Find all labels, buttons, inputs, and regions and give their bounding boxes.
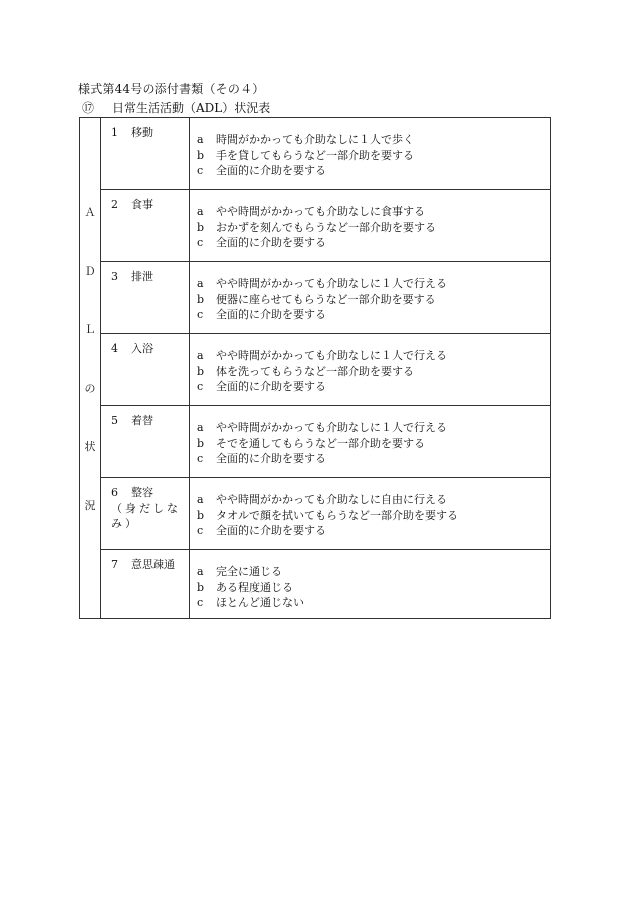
adl-row [80, 190, 551, 262]
activity-name: 着替 [131, 414, 153, 427]
activity-name: 入浴 [131, 342, 153, 355]
adl-row [80, 550, 551, 619]
side-label-char: 状 [84, 440, 96, 453]
activity-name: 整容 [131, 486, 153, 499]
option-letter: a [197, 565, 204, 578]
option-letter: a [197, 133, 204, 146]
option-text: やや時間がかかっても介助なしに自由に行える [216, 493, 447, 506]
activity-options [190, 550, 551, 619]
option-line [197, 451, 550, 467]
section-heading [82, 99, 270, 116]
option-letter: a [197, 205, 204, 218]
side-label-char: Ａ [84, 206, 96, 219]
option-text: 全面的に介助を要する [216, 236, 326, 249]
section-number: ⑰ [82, 101, 95, 115]
option-letter: b [197, 292, 205, 306]
option-letter: c [197, 596, 204, 609]
activity-category [101, 478, 190, 550]
activity-number: 1 [111, 126, 118, 139]
activity-category [101, 118, 190, 190]
option-text: ほとんど通じない [216, 596, 304, 609]
activity-category [101, 550, 190, 619]
option-letter: a [197, 349, 204, 362]
option-line [197, 132, 550, 148]
option-line [197, 292, 550, 308]
activity-options [190, 406, 551, 478]
form-title: 様式第44号の添付書類（その４） [78, 82, 265, 96]
activity-name: 排泄 [131, 270, 153, 283]
option-letter: c [197, 308, 204, 321]
activity-options [190, 478, 551, 550]
adl-row [80, 118, 551, 190]
option-line [197, 523, 550, 539]
option-line [197, 235, 550, 251]
option-line [197, 148, 550, 164]
option-text: おかずを刻んでもらうなど一部介助を要する [216, 220, 436, 234]
adl-row [80, 262, 551, 334]
option-letter: b [197, 508, 205, 522]
option-line [197, 348, 550, 364]
activity-category [101, 262, 190, 334]
option-text: やや時間がかかっても介助なしに１人で行える [216, 277, 447, 290]
activity-number: 5 [111, 414, 118, 427]
option-text: そでを通してもらうなど一部介助を要する [216, 436, 425, 450]
adl-side-label [80, 118, 101, 619]
option-line [197, 420, 550, 436]
activity-options [190, 334, 551, 406]
adl-status-table [79, 117, 551, 619]
activity-name: 食事 [131, 198, 153, 211]
option-text: 便器に座らせてもらうなど一部介助を要する [216, 292, 436, 306]
option-line [197, 436, 550, 452]
option-text: 全面的に介助を要する [216, 452, 326, 465]
option-line [197, 204, 550, 220]
activity-number: 6 [111, 486, 118, 499]
activity-options [190, 262, 551, 334]
side-label-char: の [84, 381, 96, 395]
option-text: 時間がかかっても介助なしに１人で歩く [216, 133, 414, 146]
option-line [197, 379, 550, 395]
side-label-char: Ｌ [84, 323, 96, 336]
section-title: 日常生活活動（ADL）状況表 [112, 101, 271, 115]
activity-category [101, 190, 190, 262]
option-line [197, 508, 550, 524]
option-line [197, 307, 550, 323]
option-text: やや時間がかかっても介助なしに１人で行える [216, 421, 447, 434]
activity-options [190, 118, 551, 190]
side-label-char: 況 [84, 498, 96, 512]
option-line [197, 595, 550, 611]
activity-category [101, 406, 190, 478]
option-letter: b [197, 364, 205, 378]
adl-row [80, 406, 551, 478]
option-text: 完全に通じる [216, 565, 282, 578]
option-letter: c [197, 524, 204, 537]
adl-row [80, 478, 551, 550]
activity-number: 7 [111, 558, 118, 571]
option-text: 体を洗ってもらうなど一部介助を要する [216, 364, 414, 378]
option-text: 手を貸してもらうなど一部介助を要する [216, 148, 414, 162]
option-letter: b [197, 148, 205, 162]
option-text: 全面的に介助を要する [216, 524, 326, 537]
activity-options [190, 190, 551, 262]
option-line [197, 163, 550, 179]
option-line [197, 492, 550, 508]
activity-name: 移動 [131, 126, 153, 139]
option-letter: a [197, 493, 204, 506]
option-letter: c [197, 164, 204, 177]
option-text: やや時間がかかっても介助なしに食事する [216, 205, 425, 218]
option-text: 全面的に介助を要する [216, 380, 326, 393]
activity-subtitle: （身だしなみ） [111, 502, 181, 530]
option-line [197, 364, 550, 380]
option-letter: a [197, 277, 204, 290]
option-line [197, 564, 550, 580]
option-letter: c [197, 236, 204, 249]
activity-number: 4 [111, 342, 118, 355]
option-text: タオルで顔を拭いてもらうなど一部介助を要する [216, 508, 458, 522]
option-letter: c [197, 452, 204, 465]
option-text: 全面的に介助を要する [216, 308, 326, 321]
side-label-char: Ｄ [84, 264, 96, 278]
option-letter: c [197, 380, 204, 393]
activity-category [101, 334, 190, 406]
option-letter: b [197, 436, 205, 450]
option-letter: b [197, 220, 205, 234]
option-line [197, 276, 550, 292]
option-letter: a [197, 421, 204, 434]
activity-name: 意思疎通 [131, 558, 175, 571]
option-line [197, 580, 550, 596]
activity-number: 2 [111, 198, 118, 211]
option-letter: b [197, 580, 205, 594]
option-text: ある程度通じる [216, 580, 293, 594]
option-line [197, 220, 550, 236]
option-text: 全面的に介助を要する [216, 164, 326, 177]
adl-row [80, 334, 551, 406]
option-text: やや時間がかかっても介助なしに１人で行える [216, 349, 447, 362]
activity-number: 3 [111, 270, 118, 283]
